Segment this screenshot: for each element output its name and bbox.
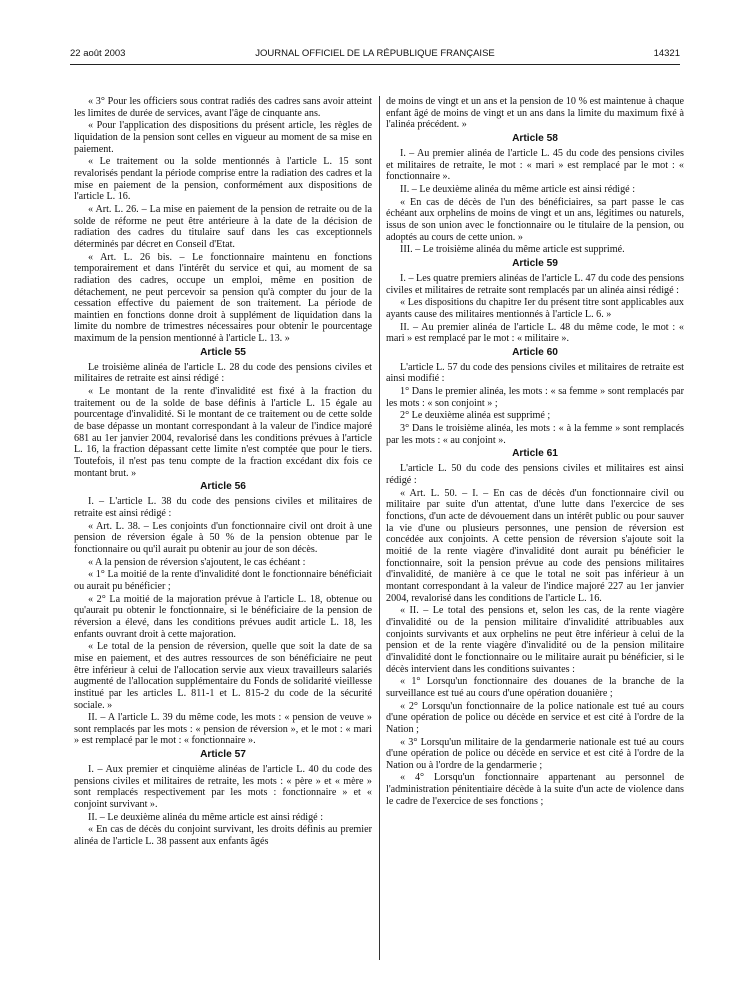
paragraph: L'article L. 50 du code des pensions civiles et militaires est ainsi rédigé : [386, 463, 684, 487]
article-heading-60: Article 60 [512, 346, 558, 358]
article-heading-57: Article 57 [200, 749, 246, 761]
paragraph: II. – Au premier alinéa de l'article L. 48 du même code, le mot : « mari » est remplacé par le mot : « militaire ». [386, 321, 684, 345]
paragraph: « Pour l'application des dispositions du présent article, les règles de liquidation de la pension sont celles en vigueur au moment de sa mise en paiement. [74, 120, 372, 155]
header-date: 22 août 2003 [70, 48, 126, 59]
paragraph: « 3° Pour les officiers sous contrat radiés des cadres sans avoir atteint les limites de durée de services, avant l'âge de cinquante ans. [74, 96, 372, 119]
paragraph: II. – Le deuxième alinéa du même article est ainsi rédigé : [88, 811, 324, 823]
right-column [386, 96, 684, 808]
paragraph: « 2° Lorsqu'un fonctionnaire de la police nationale est tué au cours d'une opération de police ou décède en service et est cité à l'ordre de la Nation ; [386, 700, 684, 735]
paragraph: « Le traitement ou la solde mentionnés à l'article L. 15 sont revalorisés pendant la période comprise entre la radiation des cadres et la mise en paiement de la pension, conformément aux dispositions de l'article L. 16. [74, 156, 372, 203]
paragraph: 2° Le deuxième alinéa est supprimé ; [400, 410, 551, 422]
paragraph: « Les dispositions du chapitre Ier du présent titre sont applicables aux ayants cause des militaires mentionnés à l'article L. 6. » [386, 297, 684, 320]
paragraph: L'article L. 57 du code des pensions civiles et militaires de retraite est ainsi modifié : [386, 361, 684, 385]
paragraph: « Art. L. 38. – Les conjoints d'un fonctionnaire civil ont droit à une pension de réversion égale à 50 % de la pension obtenue par le fonctionnaire ou qu'il aurait pu obtenir au jour de son décès. [74, 520, 372, 555]
paragraph: « Le total de la pension de réversion, quelle que soit la date de sa mise en paiement, et des autres ressources de son bénéficiaire ne peut être inférieur à celui de l'allocation servie aux vieux travailleurs salariés augmenté de l'allocation supplémentaire du Fonds de solidarité vieillesse institué par les articles L. 811-1 et L. 815-2 du code de la sécurité sociale. » [74, 641, 372, 711]
paragraph: 3° Dans le troisième alinéa, les mots : « à la femme » sont remplacés par les mots : « au conjoint ». [386, 423, 684, 446]
article-heading-58: Article 58 [512, 132, 558, 144]
article-heading-55: Article 55 [200, 346, 246, 358]
paragraph: « A la pension de réversion s'ajoutent, le cas échéant : [88, 556, 306, 568]
paragraph: « En cas de décès du conjoint survivant, les droits définis au premier alinéa de l'article L. 38 passent aux enfants âgés [74, 824, 372, 848]
page-header [70, 48, 680, 62]
paragraph: II. – Le deuxième alinéa du même article est ainsi rédigé : [400, 183, 636, 195]
paragraph: de moins de vingt et un ans et la pension de 10 % est maintenue à chaque enfant âgé de moins de vingt et un ans dans la limite du maximum fixé à l'alinéa précédent. » [386, 96, 684, 131]
article-heading-59: Article 59 [512, 257, 558, 269]
paragraph: « Art. L. 26 bis. – Le fonctionnaire maintenu en fonctions temporairement et dans l'intérêt du service et qui, au moment de sa radiation des cadres, occupe un emploi, même en position de détachement, ne peut percevoir sa pension qu'à compter du jour de la cessation effective du paiement de son traitement. La période de maintien en fonctions donne droit à supplément de liquidation dans la limite du nombre de trimestres nécessaires pour obtenir le pourcentage maximum de la pension mentionné à l'article L. 13. » [74, 251, 372, 345]
paragraph: « II. – Le total des pensions et, selon les cas, de la rente viagère d'invalidité ou de la pension militaire d'invalidité attribuables aux conjoints survivants et aux orphelins ne peut être inférieur à celui de la pension et de la rente viagère d'invalidité ou de la pension militaire d'invalidité dont le fonctionnaire ou le militaire aurait pu bénéficier, si le décès intervient dans les conditions suivantes : [386, 605, 684, 675]
header-journal-title: JOURNAL OFFICIEL DE LA RÉPUBLIQUE FRANÇAISE [255, 48, 495, 59]
paragraph: « 4° Lorsqu'un fonctionnaire appartenant au personnel de l'administration pénitentiaire décède à la suite d'un acte de violence dans le cadre de l'exercice de ses fonctions ; [386, 772, 684, 807]
paragraph: III. – Le troisième alinéa du même article est supprimé. [400, 244, 625, 256]
paragraph: Le troisième alinéa de l'article L. 28 du code des pensions civiles et militaires de retraite est ainsi rédigé : [74, 361, 372, 385]
paragraph: « Art. L. 26. – La mise en paiement de la pension de retraite ou de la solde de réforme ne peut être antérieure à la date de la décision de radiation des cadres du titulaire sauf dans les cas exceptionnels déterminés par décret en Conseil d'Etat. [74, 203, 372, 250]
paragraph: 1° Dans le premier alinéa, les mots : « sa femme » sont remplacés par les mots : « son conjoint » ; [386, 386, 684, 409]
paragraph: I. – Au premier alinéa de l'article L. 45 du code des pensions civiles et militaires de retraite, le mot : « mari » est remplacé par le mot : « fonctionnaire ». [386, 147, 684, 183]
article-heading-61: Article 61 [512, 448, 558, 460]
paragraph: « 3° Lorsqu'un militaire de la gendarmerie nationale est tué au cours d'une opération de police ou décède en service et est cité à l'ordre de la Nation ou à l'ordre de la gendarmerie ; [386, 736, 684, 771]
paragraph: « 2° La moitié de la majoration prévue à l'article L. 18, obtenue ou qu'aurait pu obtenir le fonctionnaire, si le bénéficiaire de la pension de réversion a élevé, dans les conditions prévues audit article L. 18, les enfants ouvrant droit à cette majoration. [74, 593, 372, 640]
paragraph: I. – L'article L. 38 du code des pensions civiles et militaires de retraite est ainsi rédigé : [74, 496, 372, 519]
header-page-number: 14321 [653, 48, 680, 59]
paragraph: II. – A l'article L. 39 du même code, les mots : « pension de veuve » sont remplacés par les mots : « pension de réversion », et le mot : « mari » est remplacé par le mot : « fonctionnaire ». [74, 712, 372, 747]
paragraph: « 1° La moitié de la rente d'invalidité dont le fonctionnaire bénéficiait ou aurait pu bénéficier ; [74, 569, 372, 592]
left-column [74, 96, 372, 849]
header-rule [70, 64, 680, 65]
column-divider [379, 96, 380, 960]
paragraph: « Art. L. 50. – I. – En cas de décès d'un fonctionnaire civil ou militaire par suite d'un attentat, d'une lutte dans l'exercice de ses fonctions, d'un acte de dévouement dans un intérêt public ou pour sauver la vie d'une ou plusieurs personnes, une pension de réversion est concédée aux conjoints. A cette pension de réversion s'ajoute soit la moitié de la rente viagère d'invalidité dont aurait pu bénéficier le fonctionnaire, soit la pension prévue au code des pensions militaires d'invalidité, de manière à ce que le total ne soit pas inférieur à un montant correspondant à la valeur de l'indice majoré 227 au 1er janvier 2004, revalorisé dans les conditions de l'article L. 16. [386, 487, 684, 604]
paragraph: « En cas de décès de l'un des bénéficiaires, sa part passe le cas échéant aux orphelins de moins de vingt et un ans, légitimes ou naturels, issus de son union avec le fonctionnaire ou le titulaire de la pension, ou adoptés au cours de cette union. » [386, 196, 684, 243]
paragraph: I. – Aux premier et cinquième alinéas de l'article L. 40 du code des pensions civiles et militaires de retraite, les mots : « père » et « mère » sont remplacés respectivement par les mots : fonctionnaire » et « conjoint survivant ». [74, 764, 372, 811]
paragraph: « 1° Lorsqu'un fonctionnaire des douanes de la branche de la surveillance est tué au cours d'une opération douanière ; [386, 676, 684, 699]
paragraph: I. – Les quatre premiers alinéas de l'article L. 47 du code des pensions civiles et militaires de retraite sont remplacés par un alinéa ainsi rédigé : [386, 272, 684, 296]
paragraph: « Le montant de la rente d'invalidité est fixé à la fraction du traitement ou de la solde de base définis à l'article L. 15 égale au pourcentage d'invalidité. Si le montant de ce traitement ou de cette solde de base dépasse un montant correspondant à la valeur de l'indice majoré 681 au 1er janvier 2004, revalorisé dans les conditions prévues à l'article L. 16, la fraction dépassant cette limite n'est comptée que pour le tiers. Toutefois, il n'est pas tenu compte de la fraction excédant dix fois ce montant brut. » [74, 386, 372, 479]
article-heading-56: Article 56 [200, 481, 246, 493]
